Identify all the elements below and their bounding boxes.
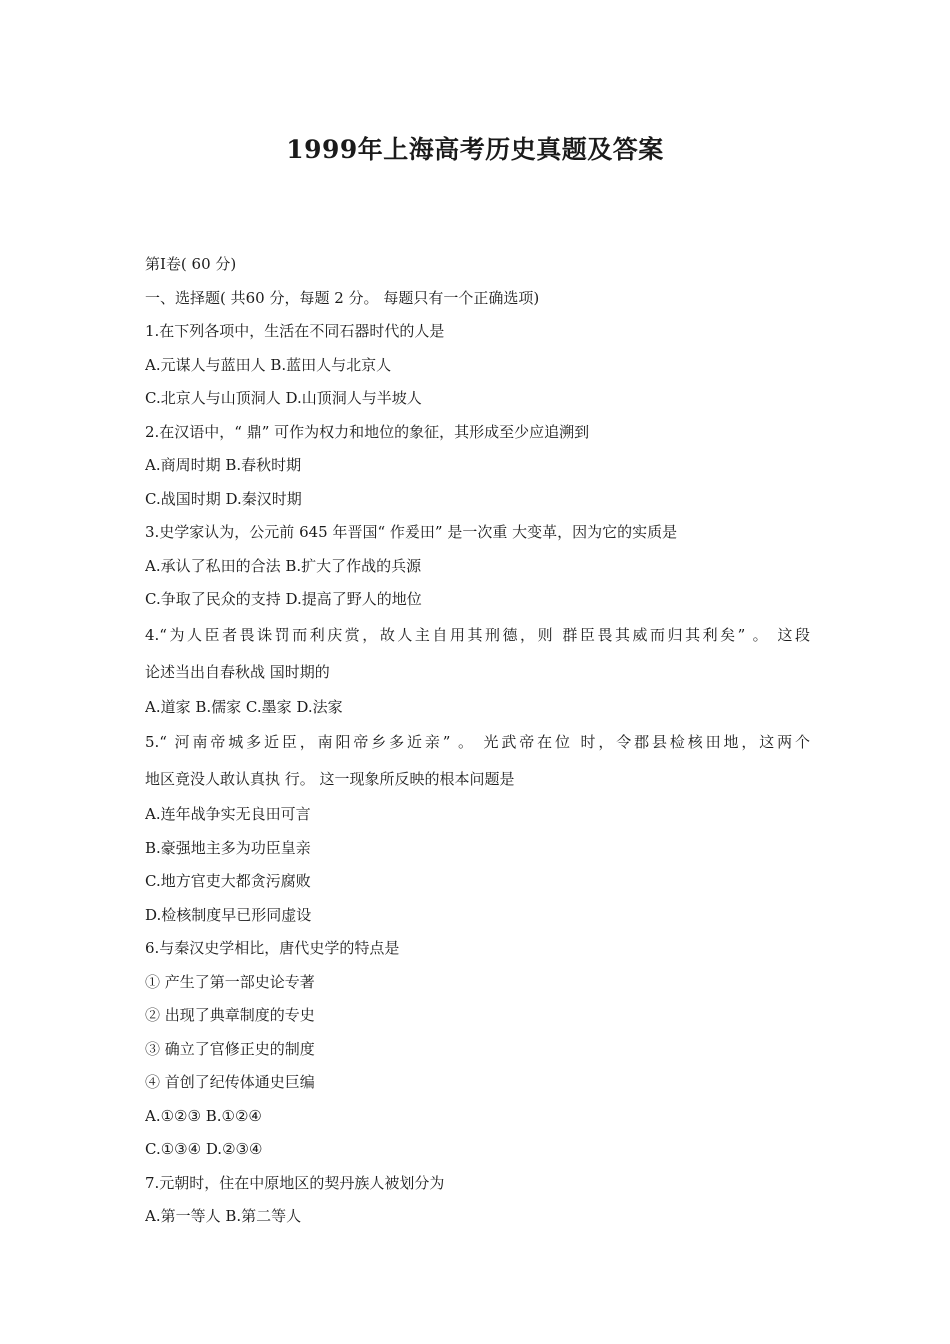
document-body bbox=[145, 248, 810, 1234]
question-text-continued: 地区竟没人敢认真执 行。 这一现象所反映的根本问题是 bbox=[145, 770, 515, 788]
question-options: A.元谋人与蓝田人 B.蓝田人与北京人 bbox=[145, 355, 392, 374]
question-option: D.检核制度早已形同虚设 bbox=[145, 905, 312, 924]
question-option: B.豪强地主多为功臣皇亲 bbox=[145, 838, 311, 857]
question-text: 7.元朝时，住在中原地区的契丹族人被划分为 bbox=[145, 1173, 445, 1192]
question-options: A.①②③ B.①②④ bbox=[145, 1106, 262, 1125]
question-text: 6.与秦汉史学相比，唐代史学的特点是 bbox=[145, 939, 400, 957]
question-text: 3.史学家认为，公元前 645 年晋国“ 作爰田” 是一次重 大变革，因为它的实质是 bbox=[145, 523, 678, 541]
page-title: 1999年上海高考历史真题及答案 bbox=[286, 135, 664, 164]
question-text: 4.“为人臣者畏诛罚而利庆赏，故人主自用其刑德，则 群臣畏其威而归其利矣” 。 这段 bbox=[145, 625, 810, 644]
question-options: C.①③④ D.②③④ bbox=[145, 1140, 263, 1158]
question-option: C.地方官吏大都贪污腐败 bbox=[145, 872, 311, 890]
question-text: 5.“ 河南帝城多近臣，南阳帝乡多近亲” 。 光武帝在位 时，令郡县检核田地，这两个 bbox=[145, 733, 810, 751]
question-statement: ② 出现了典章制度的专史 bbox=[145, 1006, 315, 1024]
question-options: C.争取了民众的支持 D.提高了野人的地位 bbox=[145, 590, 422, 608]
question-text-continued: 论述当出自春秋战 国时期的 bbox=[145, 662, 330, 681]
question-option: A.连年战争实无良田可言 bbox=[145, 805, 311, 823]
question-text: 1.在下列各项中，生活在不同石器时代的人是 bbox=[145, 322, 445, 340]
question-options: A.承认了私田的合法 B.扩大了作战的兵源 bbox=[145, 556, 422, 575]
question-options: C.战国时期 D.秦汉时期 bbox=[145, 489, 302, 508]
section-heading: 第Ⅰ卷( 60 分) bbox=[145, 255, 237, 273]
question-options: A.道家 B.儒家 C.墨家 D.法家 bbox=[145, 697, 343, 716]
question-options: C.北京人与山顶洞人 D.山顶洞人与半坡人 bbox=[145, 389, 422, 407]
question-options: A.商周时期 B.春秋时期 bbox=[145, 456, 302, 474]
question-statement: ③ 确立了官修正史的制度 bbox=[145, 1039, 315, 1058]
question-statement: ① 产生了第一部史论专著 bbox=[145, 972, 315, 991]
question-text: 2.在汉语中，“ 鼎” 可作为权力和地位的象征，其形成至少应追溯到 bbox=[145, 422, 590, 441]
question-statement: ④ 首创了纪传体通史巨编 bbox=[145, 1073, 315, 1091]
question-options: A.第一等人 B.第二等人 bbox=[145, 1207, 302, 1225]
question-group-heading: 一、选择题( 共60 分，每题 2 分。 每题只有一个正确选项) bbox=[145, 288, 540, 307]
